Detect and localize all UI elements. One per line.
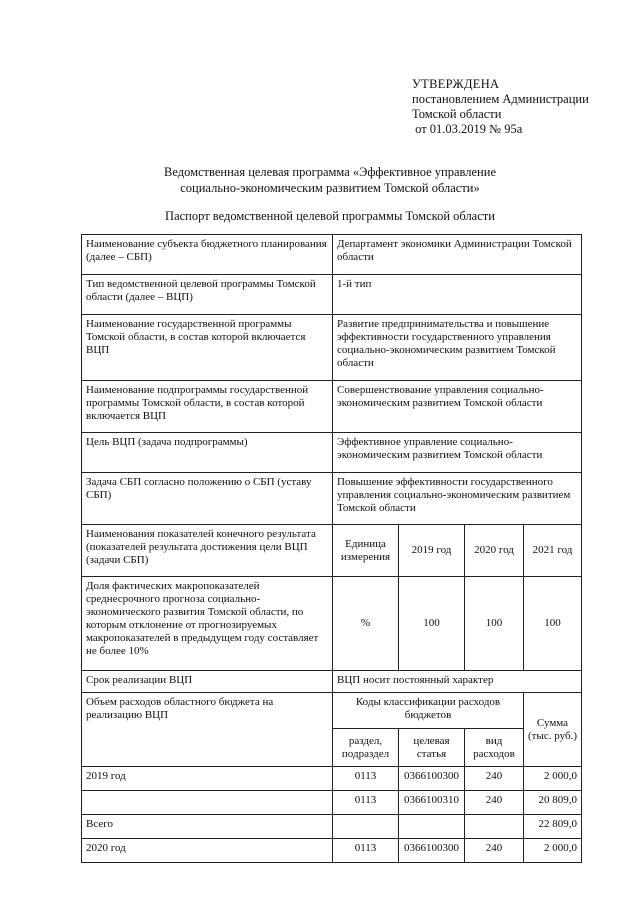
program-title-line-2: социально-экономическим развитием Томской области» (180, 180, 480, 195)
table-row (82, 275, 582, 315)
row-label: Наименование субъекта бюджетного планирования (далее – СБП) (82, 235, 333, 275)
budget-total-row (82, 815, 582, 839)
section-header: раздел, подраздел (333, 729, 399, 767)
budget-sum: 22 809,0 (524, 815, 582, 839)
budget-sum: 2 000,0 (524, 767, 582, 791)
budget-sum: 2 000,0 (524, 839, 582, 863)
row-value: 1-й тип (333, 275, 582, 315)
budget-year (82, 791, 333, 815)
row-value: Департамент экономики Администрации Томской области (333, 235, 582, 275)
indicator-name: Доля фактических макропоказателей среднесрочного прогноза социально-экономического развития Томской области, по которым отклонение от прогнозируемых макропоказателей в предыдущем году составляет не более 10% (82, 577, 333, 671)
table-row (82, 433, 582, 473)
budget-type: 240 (465, 791, 524, 815)
row-label: Задача СБП согласно положению о СБП (уставу СБП) (82, 473, 333, 525)
budget-article: 0366100300 (399, 767, 465, 791)
term-row (82, 671, 582, 693)
approval-stamp (412, 77, 589, 137)
year-2020-header: 2020 год (465, 525, 524, 577)
budget-row (82, 767, 582, 791)
budget-type: 240 (465, 839, 524, 863)
program-title-line-1: Ведомственная целевая программа «Эффективное управление (164, 165, 496, 179)
year-2019-header: 2019 год (399, 525, 465, 577)
type-header: вид расходов (465, 729, 524, 767)
row-label: Тип ведомственной целевой программы Томской области (далее – ВЦП) (82, 275, 333, 315)
row-label: Наименование государственной программы Томской области, в состав которой включается ВЦП (82, 315, 333, 381)
budget-sum: 20 809,0 (524, 791, 582, 815)
approval-title: УТВЕРЖДЕНА (412, 77, 500, 91)
indicator-2021: 100 (524, 577, 582, 671)
budget-header-row (82, 693, 582, 729)
budget-row (82, 791, 582, 815)
year-2021-header: 2021 год (524, 525, 582, 577)
term-label: Срок реализации ВЦП (82, 671, 333, 693)
budget-row (82, 839, 582, 863)
budget-article: 0366100310 (399, 791, 465, 815)
approval-line-2: Томской области (412, 107, 502, 121)
row-label: Цель ВЦП (задача подпрограммы) (82, 433, 333, 473)
table-row (82, 381, 582, 433)
sum-header: Сумма (тыс. руб.) (524, 693, 582, 767)
budget-section (333, 815, 399, 839)
approval-line-3: от 01.03.2019 № 95а (412, 122, 523, 136)
row-value: Совершенствование управления социально-экономическим развитием Томской области (333, 381, 582, 433)
program-title (80, 165, 580, 196)
budget-year: Всего (82, 815, 333, 839)
row-label: Наименование подпрограммы государственной программы Томской области, в состав которой включается ВЦП (82, 381, 333, 433)
budget-label: Объем расходов областного бюджета на реализацию ВЦП (82, 693, 333, 767)
budget-year: 2020 год (82, 839, 333, 863)
codes-header: Коды классификации расходов бюджетов (333, 693, 524, 729)
budget-section: 0113 (333, 767, 399, 791)
article-header: целевая статья (399, 729, 465, 767)
budget-article: 0366100300 (399, 839, 465, 863)
unit-header: Единица измерения (333, 525, 399, 577)
approval-line-1: постановлением Администрации (412, 92, 589, 106)
indicator-2019: 100 (399, 577, 465, 671)
budget-type (465, 815, 524, 839)
passport-table (81, 234, 582, 863)
table-row (82, 473, 582, 525)
indicator-unit: % (333, 577, 399, 671)
passport-title: Паспорт ведомственной целевой программы Томской области (165, 209, 495, 223)
row-value: Эффективное управление социально-экономическим развитием Томской области (333, 433, 582, 473)
indicator-2020: 100 (465, 577, 524, 671)
budget-year: 2019 год (82, 767, 333, 791)
term-value: ВЦП носит постоянный характер (333, 671, 582, 693)
budget-type: 240 (465, 767, 524, 791)
budget-section: 0113 (333, 839, 399, 863)
budget-article (399, 815, 465, 839)
budget-section: 0113 (333, 791, 399, 815)
table-row (82, 315, 582, 381)
indicators-label: Наименования показателей конечного результата (показателей результата достижения цели ВЦП (задачи СБП) (82, 525, 333, 577)
table-row (82, 235, 582, 275)
row-value: Повышение эффективности государственного управления социально-экономическим развитием Томской области (333, 473, 582, 525)
row-value: Развитие предпринимательства и повышение эффективности государственного управления социально-экономическим развитием Томской области (333, 315, 582, 381)
indicator-row (82, 577, 582, 671)
indicators-header-row (82, 525, 582, 577)
